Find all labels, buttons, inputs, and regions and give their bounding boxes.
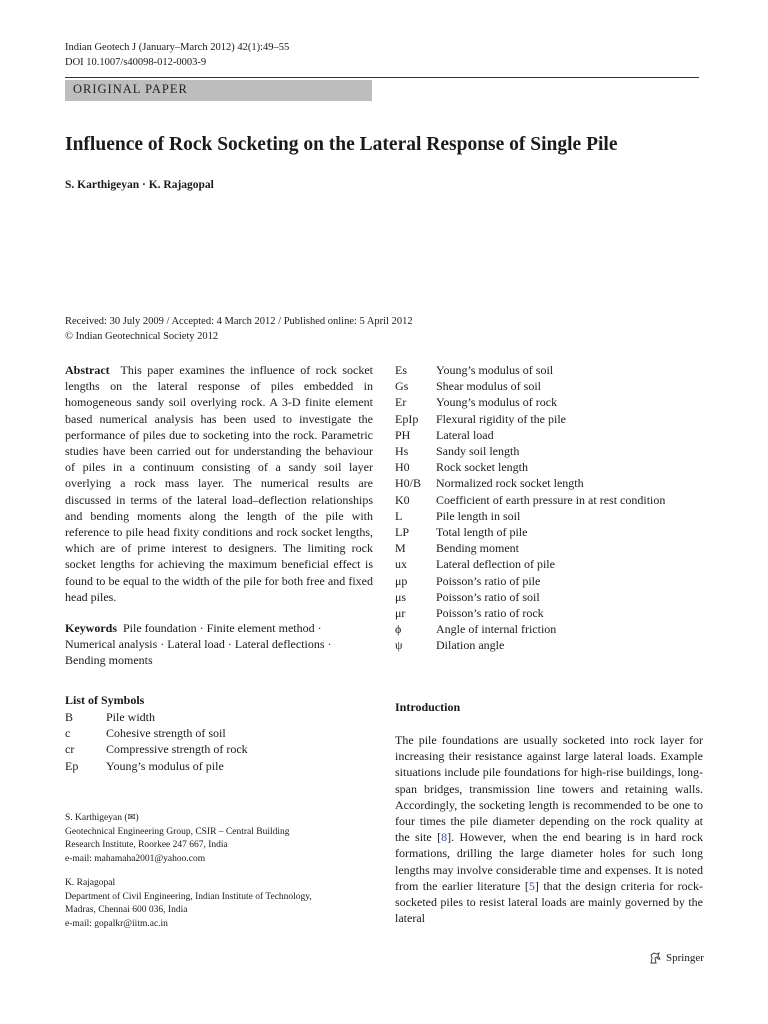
symbol-row — [65, 741, 248, 757]
introduction-heading: Introduction — [395, 700, 461, 714]
symbol-row — [395, 492, 665, 508]
symbols-list-left — [65, 709, 248, 774]
abstract — [65, 362, 373, 605]
symbol: ψ — [395, 638, 403, 653]
publisher-name: Springer — [666, 952, 704, 964]
symbol: EpIp — [395, 411, 419, 426]
symbol-row — [395, 411, 665, 427]
article-authors: S. Karthigeyan · K. Rajagopal — [65, 179, 214, 191]
header-rule — [65, 77, 699, 78]
symbol-desc: Rock socket length — [436, 460, 528, 475]
symbol-desc: Cohesive strength of soil — [106, 726, 226, 741]
abstract-label: Abstract — [65, 363, 110, 377]
symbols-list-right — [395, 362, 665, 654]
author-name: K. Rajagopal — [65, 878, 116, 888]
symbol-row — [395, 459, 665, 475]
copyright-line: © Indian Geotechnical Society 2012 — [65, 331, 219, 342]
symbol-row — [395, 589, 665, 605]
symbol-row — [395, 394, 665, 410]
symbol-row — [395, 508, 665, 524]
symbol: Ep — [65, 758, 79, 773]
symbol-desc: Shear modulus of soil — [436, 379, 541, 394]
symbol-row — [395, 605, 665, 621]
keywords-label: Keywords — [65, 621, 117, 635]
intro-part-2: ]. However, when the end bearing is in hard rock formations, drilling the large diameter holes for such long lengths may involve considerable time and expenses. It is noted from the earlier literature [ — [395, 830, 703, 893]
symbol-desc: Sandy soil length — [436, 444, 520, 459]
symbol-desc: Coefficient of earth pressure in at rest condition — [436, 492, 666, 507]
symbol-desc: Pile length in soil — [436, 508, 521, 523]
correspondence-author-2 — [65, 877, 312, 931]
affiliation-line: Department of Civil Engineering, Indian Institute of Technology, — [65, 891, 312, 902]
citation-link[interactable]: 5 — [528, 878, 535, 893]
introduction-text — [395, 732, 703, 926]
badge-label: ORIGINAL PAPER — [73, 82, 188, 96]
symbol: c — [65, 726, 71, 741]
symbol: H0 — [395, 460, 410, 475]
abstract-text: This paper examines the influence of rock socket lengths on the lateral response of piles embedded in homogeneous sandy soil overlying rock. A 3-D finite element based numerical analysis has been used to investigate the performance of piles due to socketing into the rock. Parametric studies have been carried out for understanding the behaviour of piles in a continuum consisting of a sandy soil layer overlying a rock mass layer. The numerical results are discussed in terms of the lateral load–deflection relationships and bending moments along the length of the pile with reference to pile head fixity conditions and rock socket lengths, which are of prime interest to designers. The limiting rock socket lengths for achieving the maximum beneficial effect is found to be equal to the width of the pile for both free and fixed head piles. — [65, 363, 374, 604]
symbol: μp — [395, 573, 408, 588]
article-title: Influence of Rock Socketing on the Lateral Response of Single Pile — [65, 134, 618, 155]
symbol-row — [395, 637, 665, 653]
symbol-row — [395, 475, 665, 491]
symbol: ux — [395, 557, 407, 572]
symbol: L — [395, 508, 403, 523]
symbols-heading: List of Symbols — [65, 693, 145, 707]
symbol-row — [395, 573, 665, 589]
symbol-desc: Bending moment — [436, 541, 519, 556]
symbol: cr — [65, 742, 75, 757]
symbol-row — [395, 621, 665, 637]
springer-horse-icon — [648, 951, 662, 965]
symbol-row — [65, 709, 248, 725]
symbol-row — [395, 443, 665, 459]
symbol-desc: Compressive strength of rock — [106, 742, 248, 757]
article-dates — [65, 314, 413, 344]
affiliation-line: Research Institute, Roorkee 247 667, India — [65, 840, 228, 851]
journal-line: Indian Geotech J (January–March 2012) 42(1):49–55 — [65, 42, 290, 53]
symbol-row — [395, 378, 665, 394]
doi-line: DOI 10.1007/s40098-012-0003-9 — [65, 57, 207, 68]
symbol: K0 — [395, 492, 410, 507]
symbol-desc: Angle of internal friction — [436, 622, 557, 637]
symbol: Hs — [395, 444, 409, 459]
symbol: μs — [395, 589, 407, 604]
symbol-desc: Lateral load — [436, 427, 494, 442]
symbol-row — [395, 556, 665, 572]
symbol-row — [395, 427, 665, 443]
journal-citation — [65, 40, 289, 70]
symbol-row — [395, 524, 665, 540]
symbol-desc: Total length of pile — [436, 525, 528, 540]
symbol: B — [65, 710, 74, 724]
symbol-desc: Flexural rigidity of the pile — [436, 411, 566, 426]
symbol: M — [395, 541, 406, 556]
symbol: H0/B — [395, 476, 422, 491]
affiliation-line: Geotechnical Engineering Group, CSIR – Central Building — [65, 826, 290, 837]
symbol-desc: Young’s modulus of rock — [436, 395, 558, 410]
symbol-row — [65, 758, 248, 774]
affiliation-line: Madras, Chennai 600 036, India — [65, 905, 188, 916]
symbol-desc: Young’s modulus of pile — [106, 758, 224, 773]
symbol-row — [65, 725, 248, 741]
email-line[interactable]: e-mail: mahamaha2001@yahoo.com — [65, 853, 206, 864]
symbol: μr — [395, 606, 406, 621]
keywords-text: Pile foundation · Finite element method · Numerical analysis · Lateral load · Lateral deflections · Bending moments — [65, 621, 332, 668]
symbol: ϕ — [395, 622, 402, 637]
symbol: Er — [395, 395, 407, 410]
symbol-desc: Normalized rock socket length — [436, 476, 584, 491]
symbol-desc: Pile width — [106, 710, 156, 724]
intro-part-3: ] that the design criteria for rock-socketed piles to resist lateral loads are mainly governed by the lateral — [395, 878, 704, 926]
publisher-logo — [648, 951, 704, 965]
symbol-desc: Lateral deflection of pile — [436, 557, 555, 572]
author-name: S. Karthigeyan (✉) — [65, 813, 139, 823]
symbol-desc: Poisson’s ratio of rock — [436, 606, 544, 621]
citation-link[interactable]: 8 — [441, 830, 448, 845]
intro-part-1: The pile foundations are usually socketed into rock layer for increasing their resistance against large lateral loads. Example situations include pile foundations for high-rise buildings, long-span bridges, transmission line towers and retaining walls. Accordingly, the socketing length is recommended to be one to four times the pile diameter depending on the rock quality at the site [ — [395, 733, 703, 845]
symbol-desc: Poisson’s ratio of soil — [436, 589, 540, 604]
email-line[interactable]: e-mail: gopalkr@iitm.ac.in — [65, 918, 168, 929]
symbol-row — [395, 362, 665, 378]
article-type-badge — [65, 80, 372, 101]
symbol: Gs — [395, 379, 409, 394]
symbol-row — [395, 540, 665, 556]
symbol: PH — [395, 427, 411, 442]
correspondence-author-1 — [65, 812, 290, 866]
history-line: Received: 30 July 2009 / Accepted: 4 March 2012 / Published online: 5 April 2012 — [65, 316, 413, 327]
symbol: LP — [395, 525, 410, 540]
symbol: Es — [395, 363, 407, 377]
symbol-desc: Dilation angle — [436, 638, 505, 653]
symbol-desc: Young’s modulus of soil — [436, 363, 554, 377]
keywords — [65, 620, 373, 669]
symbol-desc: Poisson’s ratio of pile — [436, 573, 541, 588]
